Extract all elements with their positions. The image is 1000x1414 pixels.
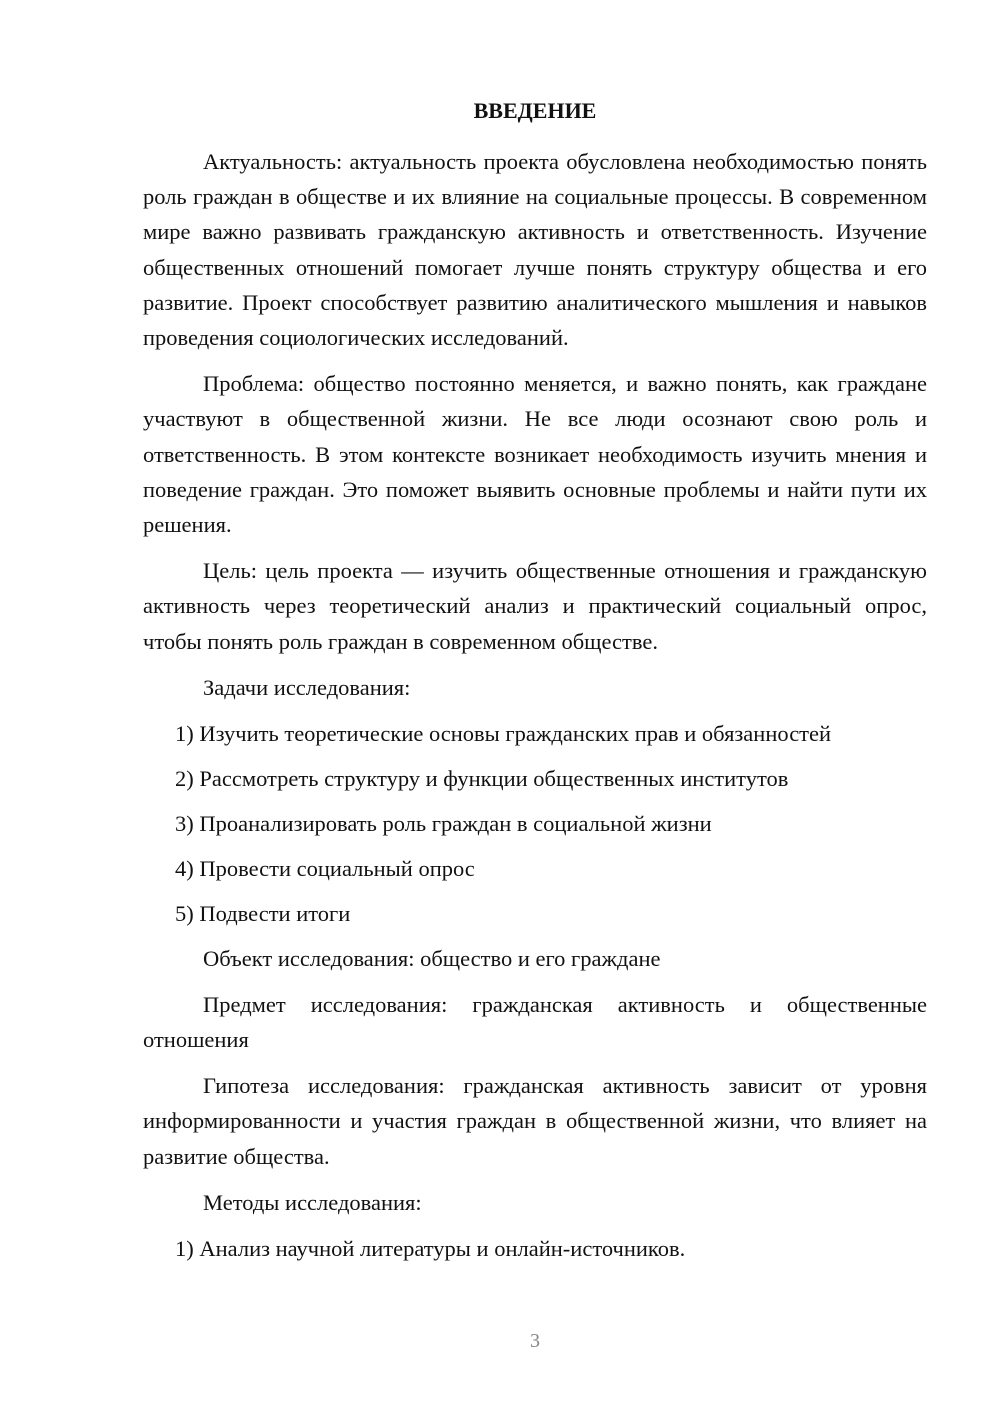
methods-list	[143, 1231, 927, 1266]
tasks-heading: Задачи исследования:	[203, 674, 411, 700]
object-paragraph: Объект исследования: общество и его граждане	[203, 945, 661, 971]
tasks-list	[143, 716, 927, 931]
section-title: ВВЕДЕНИЕ	[473, 98, 597, 123]
task-item-2: 2) Рассмотреть структуру и функции общественных институтов	[175, 765, 789, 791]
task-item-4: 4) Провести социальный опрос	[175, 855, 475, 881]
methods-heading: Методы исследования:	[203, 1189, 422, 1215]
problem-paragraph: Проблема: общество постоянно меняется, и важно понять, как граждане участвуют в общественной жизни. Не все люди осознают свою роль и ответственность. В этом контексте возникает необходимость изучить мнения и поведение граждан. Это поможет выявить основные проблемы и найти пути их решения.	[143, 371, 927, 538]
task-item-5: 5) Подвести итоги	[175, 900, 351, 926]
relevance-paragraph: Актуальность: актуальность проекта обусловлена необходимостью понять роль граждан в обществе и их влияние на социальные процессы. В современном мире важно развивать гражданскую активность и ответственность. Изучение общественных отношений помогает лучше понять структуру общества и его развитие. Проект способствует развитию аналитического мышления и навыков проведения социологических исследований.	[143, 149, 927, 351]
hypothesis-paragraph: Гипотеза исследования: гражданская активность зависит от уровня информированности и участия граждан в общественной жизни, что влияет на развитие общества.	[143, 1073, 927, 1169]
document-body	[143, 96, 927, 1276]
page-number: 3	[530, 1330, 540, 1352]
goal-paragraph: Цель: цель проекта — изучить общественные отношения и гражданскую активность через теоретический анализ и практический социальный опрос, чтобы понять роль граждан в современном обществе.	[143, 558, 927, 654]
method-item-1: 1) Анализ научной литературы и онлайн-источников.	[175, 1235, 686, 1261]
task-item-1: 1) Изучить теоретические основы гражданских прав и обязанностей	[175, 720, 832, 746]
subject-paragraph: Предмет исследования: гражданская активность и общественные отношения	[143, 991, 927, 1053]
task-item-3: 3) Проанализировать роль граждан в социальной жизни	[175, 810, 712, 836]
